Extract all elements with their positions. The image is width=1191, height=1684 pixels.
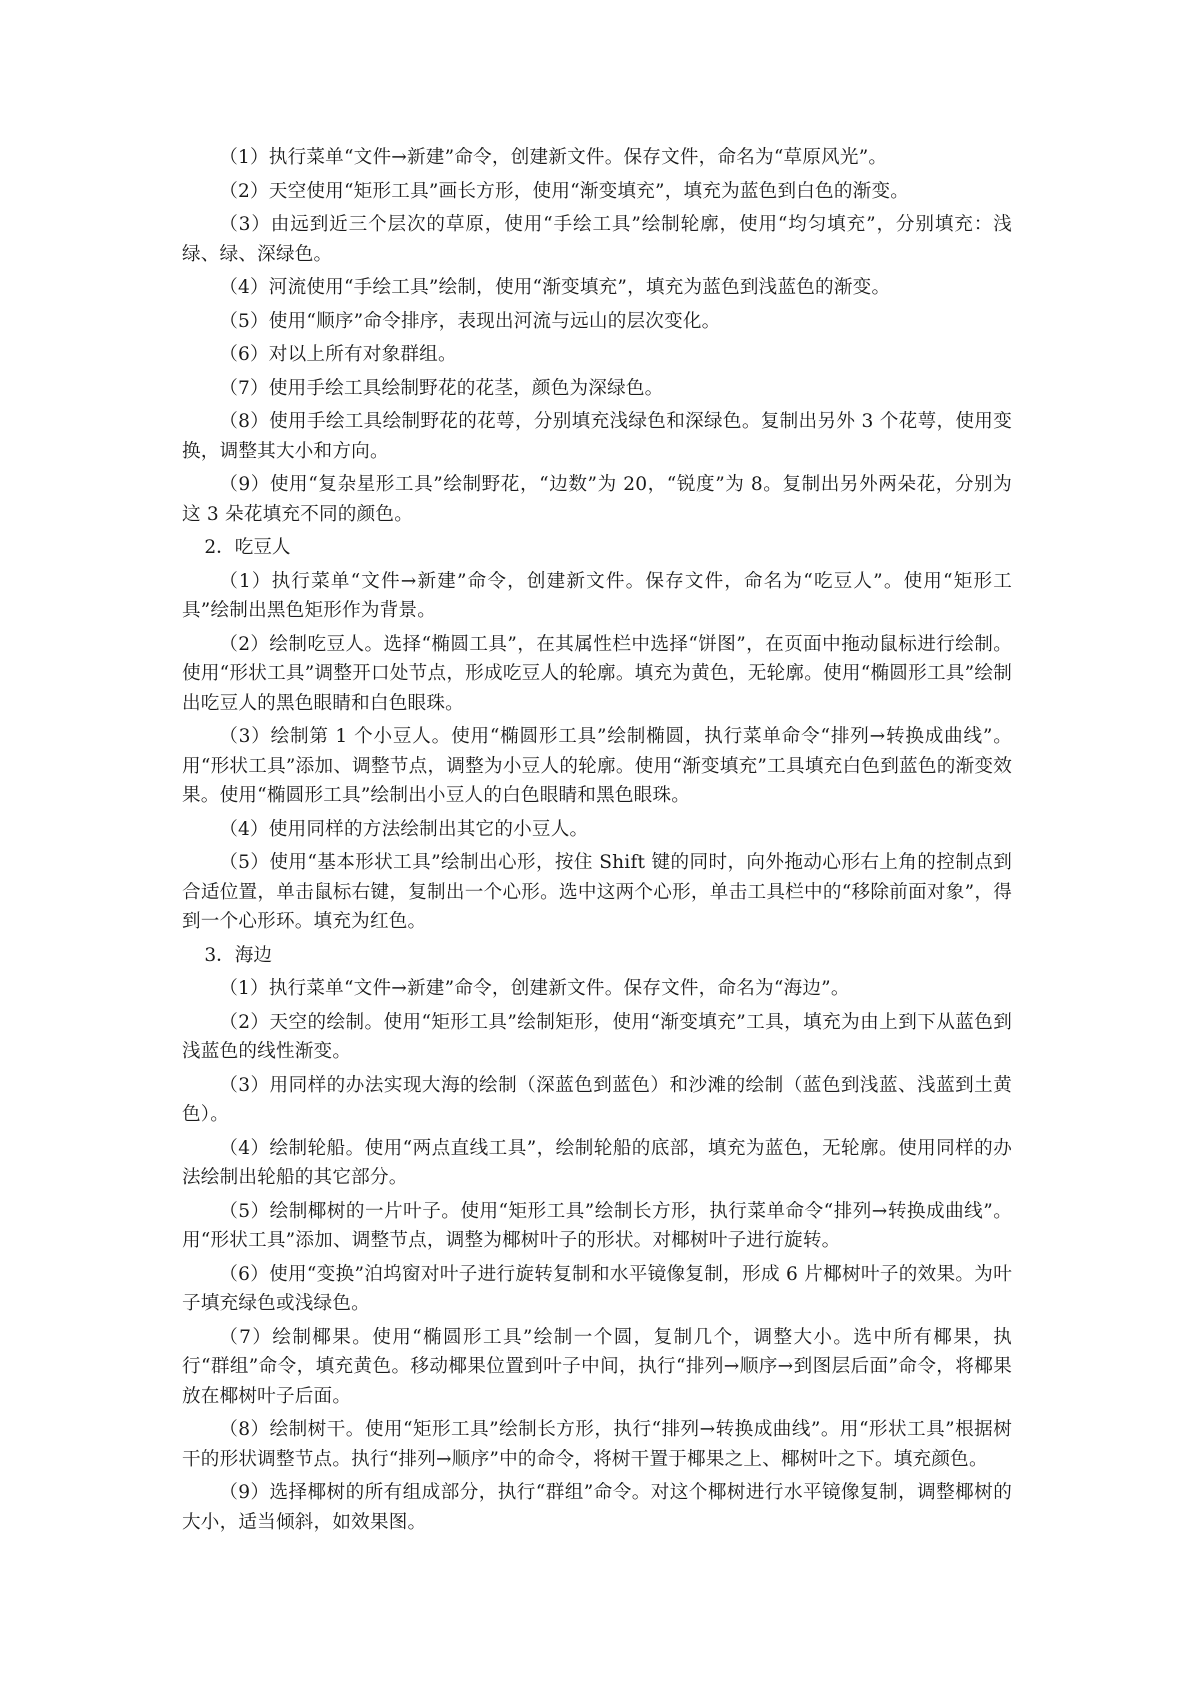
paragraph: （3）绘制第 1 个小豆人。使用“椭圆形工具”绘制椭圆，执行菜单命令“排列→转换成曲线”。用“形状工具”添加、调整节点，调整为小豆人的轮廓。使用“渐变填充”工具填充白色到蓝色的渐变效果。使用“椭圆形工具”绘制出小豆人的白色眼睛和黑色眼珠。: [182, 726, 1012, 806]
paragraph: （1）执行菜单“文件→新建”命令，创建新文件。保存文件，命名为“海边”。: [219, 978, 850, 999]
paragraph: （4）绘制轮船。使用“两点直线工具”，绘制轮船的底部，填充为蓝色，无轮廓。使用同样的办法绘制出轮船的其它部分。: [182, 1137, 1012, 1188]
paragraph: （5）使用“顺序”命令排序，表现出河流与远山的层次变化。: [219, 310, 721, 332]
paragraph: （9）选择椰树的所有组成部分，执行“群组”命令。对这个椰树进行水平镜像复制，调整椰树的大小，适当倾斜，如效果图。: [182, 1482, 1012, 1533]
paragraph: （5）使用“基本形状工具”绘制出心形，按住 Shift 键的同时，向外拖动心形右上角的控制点到合适位置，单击鼠标右键，复制出一个心形。选中这两个心形，单击工具栏中的“移除前面对象”，得到一个心形环。填充为红色。: [182, 852, 1012, 932]
paragraph: （5）绘制椰树的一片叶子。使用“矩形工具”绘制长方形，执行菜单命令“排列→转换成曲线”。用“形状工具”添加、调整节点，调整为椰树叶子的形状。对椰树叶子进行旋转。: [182, 1200, 1012, 1251]
paragraph: （3）由远到近三个层次的草原，使用“手绘工具”绘制轮廓，使用“均匀填充”，分别填充：浅绿、绿、深绿色。: [182, 214, 1012, 265]
paragraph: （8）使用手绘工具绘制野花的花萼，分别填充浅绿色和深绿色。复制出另外 3 个花萼，使用变换，调整其大小和方向。: [182, 411, 1012, 462]
paragraph: （6）对以上所有对象群组。: [219, 344, 457, 365]
paragraph: （4）河流使用“手绘工具”绘制，使用“渐变填充”，填充为蓝色到浅蓝色的渐变。: [219, 277, 891, 298]
paragraph: （2）天空的绘制。使用“矩形工具”绘制矩形，使用“渐变填充”工具，填充为由上到下从蓝色到浅蓝色的线性渐变。: [182, 1011, 1012, 1062]
paragraph: （1）执行菜单“文件→新建”命令，创建新文件。保存文件，命名为“草原风光”。: [219, 147, 888, 168]
paragraph: （9）使用“复杂星形工具”绘制野花，“边数”为 20，“锐度”为 8。复制出另外两朵花，分别为这 3 朵花填充不同的颜色。: [182, 474, 1012, 525]
document-page: [182, 143, 1012, 1541]
paragraph: （2）绘制吃豆人。选择“椭圆工具”，在其属性栏中选择“饼图”，在页面中拖动鼠标进行绘制。使用“形状工具”调整开口处节点，形成吃豆人的轮廓。填充为黄色，无轮廓。使用“椭圆形工具”绘制出吃豆人的黑色眼睛和白色眼珠。: [182, 633, 1012, 714]
section-heading: 2．吃豆人: [204, 537, 291, 558]
paragraph: （2）天空使用“矩形工具”画长方形，使用“渐变填充”，填充为蓝色到白色的渐变。: [219, 180, 910, 202]
paragraph: （1）执行菜单“文件→新建”命令，创建新文件。保存文件，命名为“吃豆人”。使用“矩形工具”绘制出黑色矩形作为背景。: [182, 570, 1012, 621]
paragraph: （6）使用“变换”泊坞窗对叶子进行旋转复制和水平镜像复制，形成 6 片椰树叶子的效果。为叶子填充绿色或浅绿色。: [182, 1263, 1012, 1314]
paragraph: （8）绘制树干。使用“矩形工具”绘制长方形，执行“排列→转换成曲线”。用“形状工具”根据树干的形状调整节点。执行“排列→顺序”中的命令，将树干置于椰果之上、椰树叶之下。填充颜色。: [182, 1419, 1012, 1470]
paragraph: （3）用同样的办法实现大海的绘制（深蓝色到蓝色）和沙滩的绘制（蓝色到浅蓝、浅蓝到土黄色）。: [182, 1074, 1012, 1125]
section-heading: 3．海边: [204, 944, 272, 966]
paragraph: （7）使用手绘工具绘制野花的花茎，颜色为深绿色。: [219, 377, 664, 399]
paragraph: （4）使用同样的方法绘制出其它的小豆人。: [219, 818, 589, 840]
paragraph: （7）绘制椰果。使用“椭圆形工具”绘制一个圆，复制几个，调整大小。选中所有椰果，执行“群组”命令，填充黄色。移动椰果位置到叶子中间，执行“排列→顺序→到图层后面”命令，将椰果放在椰树叶子后面。: [182, 1326, 1012, 1407]
